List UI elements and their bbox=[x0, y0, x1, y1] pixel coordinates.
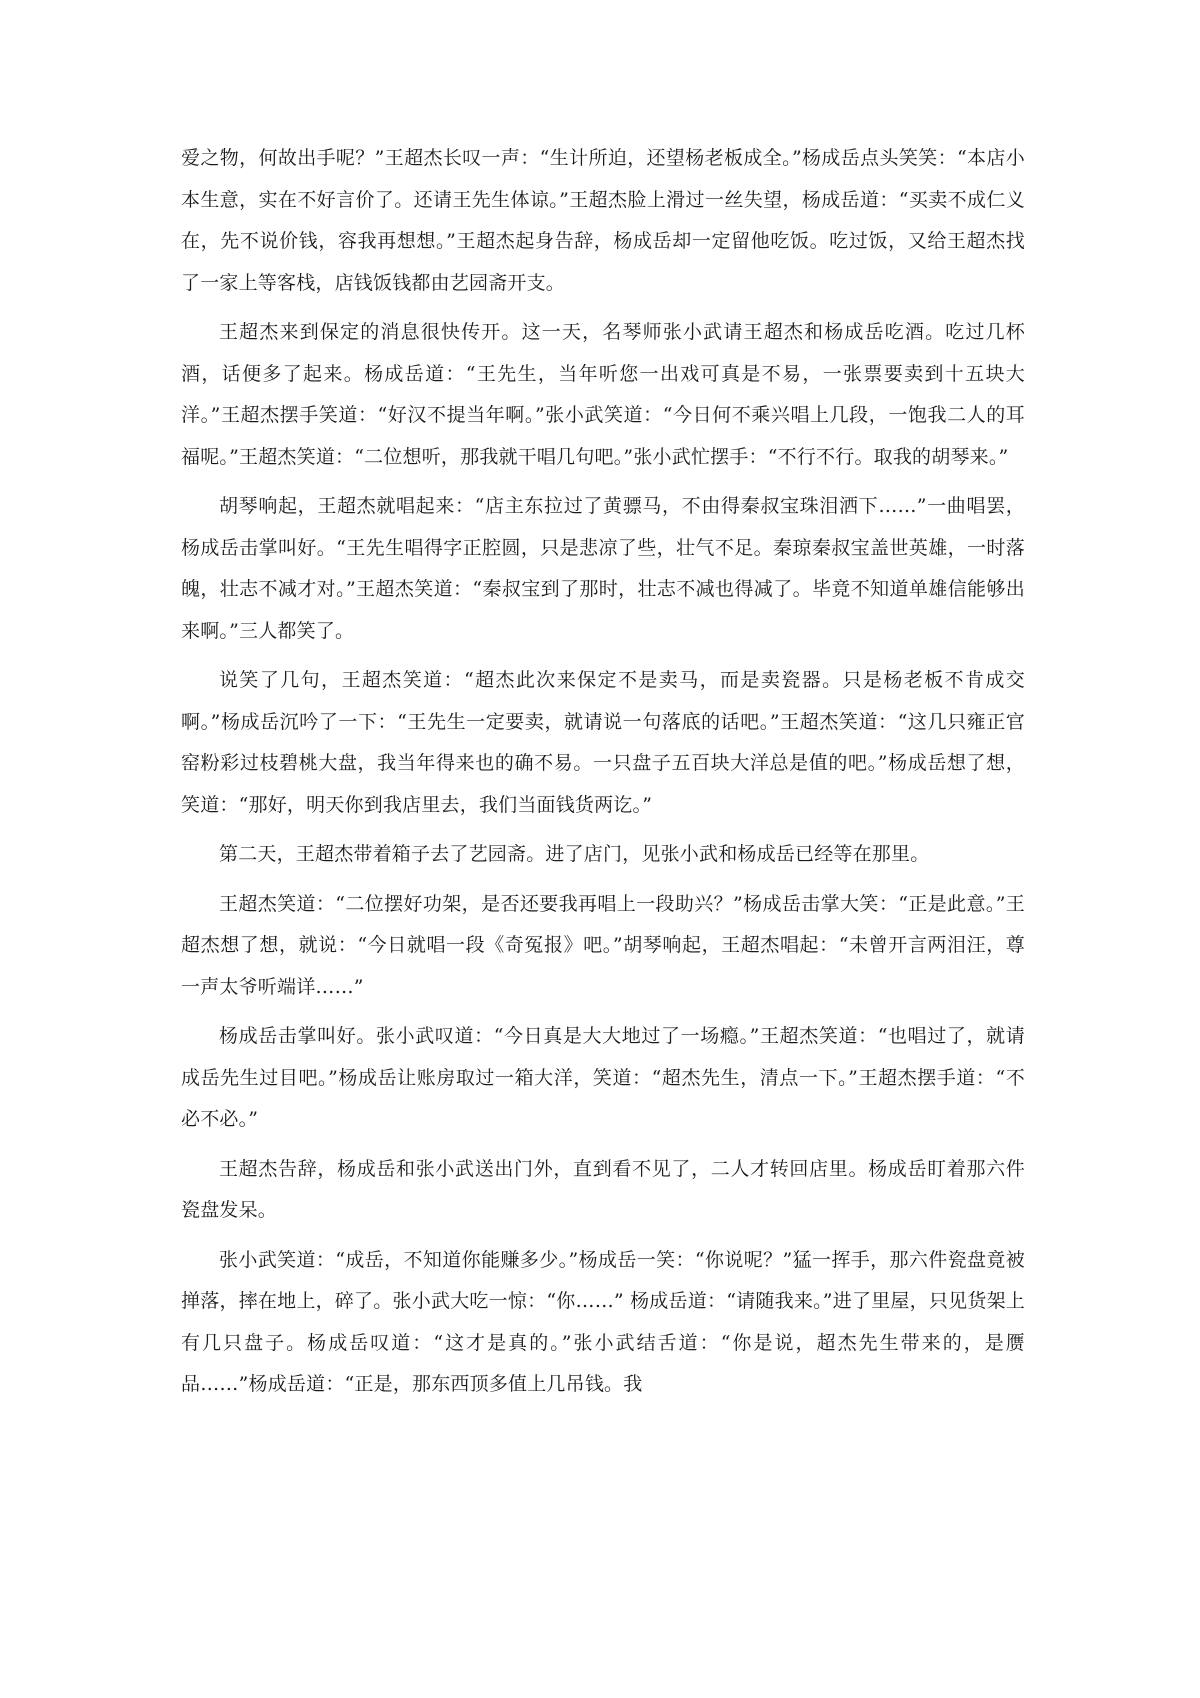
paragraph-5: 第二天，王超杰带着箱子去了艺园斋。进了店门，见张小武和杨成岳已经等在那里。 bbox=[219, 843, 930, 865]
paragraph-3: 胡琴响起，王超杰就唱起来：“店主东拉过了黄骠马，不由得秦叔宝珠泪洒下……”一曲唱罢，杨成岳击掌叫好。“王先生唱得字正腔圆，只是悲凉了些，壮气不足。秦琼秦叔宝盖世英雄，一时落魄，壮志不减才对。”王超杰笑道：“秦叔宝到了那时，壮志不减也得减了。毕竟不知道单雄信能够出来啊。”三人都笑了。 bbox=[181, 495, 1025, 642]
paragraph-9: 张小武笑道：“成岳，不知道你能赚多少。”杨成岳一笑：“你说呢？”猛一挥手，那六件瓷盘竟被掸落，摔在地上，碎了。张小武大吃一惊：“你……” 杨成岳道：“请随我来。”进了里屋，只见货架上有几只盘子。杨成岳叹道：“这才是真的。”张小武结舌道：“你是说，超杰先生带来的，是赝品……”杨成岳道：“正是，那东西顶多值上几吊钱。我 bbox=[181, 1248, 1025, 1395]
paragraph-4: 说笑了几句，王超杰笑道：“超杰此次来保定不是卖马，而是卖瓷器。只是杨老板不肯成交啊。”杨成岳沉吟了一下：“王先生一定要卖，就请说一句落底的话吧。”王超杰笑道：“这几只雍正官窑粉彩过枝碧桃大盘，我当年得来也的确不易。一只盘子五百块大洋总是值的吧。”杨成岳想了想，笑道：“那好，明天你到我店里去，我们当面钱货两讫。” bbox=[181, 669, 1025, 816]
paragraph-1: 爱之物，何故出手呢？”王超杰长叹一声：“生计所迫，还望杨老板成全。”杨成岳点头笑笑：“本店小本生意，实在不好言价了。还请王先生体谅。”王超杰脸上滑过一丝失望，杨成岳道：“买卖不成仁义在，先不说价钱，容我再想想。”王超杰起身告辞，杨成岳却一定留他吃饭。吃过饭，又给王超杰找了一家上等客栈，店钱饭钱都由艺园斋开支。 bbox=[181, 147, 1025, 294]
paragraph-8: 王超杰告辞，杨成岳和张小武送出门外，直到看不见了，二人才转回店里。杨成岳盯着那六件瓷盘发呆。 bbox=[181, 1157, 1025, 1221]
paragraph-2: 王超杰来到保定的消息很快传开。这一天，名琴师张小武请王超杰和杨成岳吃酒。吃过几杯酒，话便多了起来。杨成岳道：“王先生，当年听您一出戏可真是不易，一张票要卖到十五块大洋。”王超杰摆手笑道：“好汉不提当年啊。”张小武笑道：“今日何不乘兴唱上几段，一饱我二人的耳福呢。”王超杰笑道：“二位想听，那我就干唱几句吧。”张小武忙摆手：“不行不行。取我的胡琴来。” bbox=[181, 321, 1025, 468]
paragraph-6: 王超杰笑道：“二位摆好功架，是否还要我再唱上一段助兴？”杨成岳击掌大笑：“正是此意。”王超杰想了想，就说：“今日就唱一段《奇冤报》吧。”胡琴响起，王超杰唱起：“未曾开言两泪汪，尊一声太爷听端详……” bbox=[181, 892, 1025, 998]
paragraph-7: 杨成岳击掌叫好。张小武叹道：“今日真是大大地过了一场瘾。”王超杰笑道：“也唱过了，就请成岳先生过目吧。”杨成岳让账房取过一箱大洋，笑道：“超杰先生，清点一下。”王超杰摆手道：“不必不必。” bbox=[181, 1025, 1025, 1130]
document-body bbox=[181, 138, 1025, 1414]
